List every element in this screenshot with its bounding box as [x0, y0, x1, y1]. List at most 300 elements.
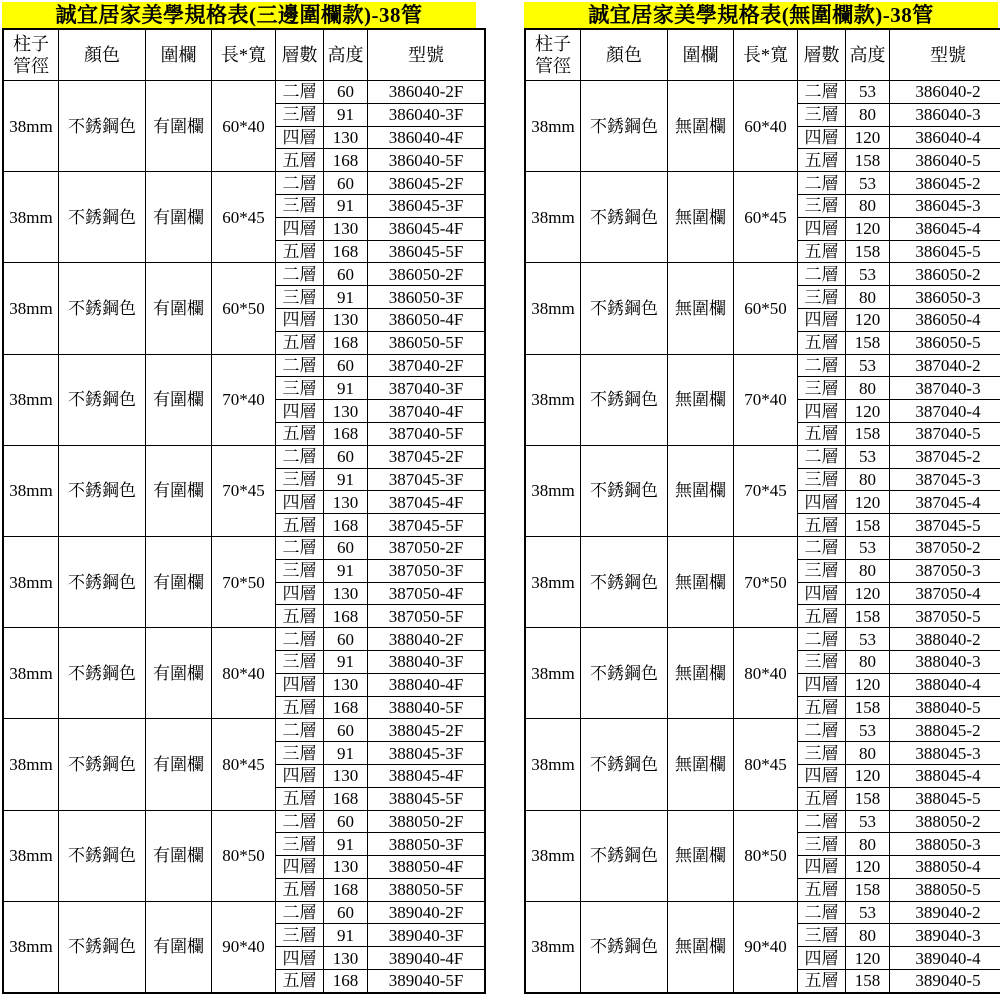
column-header: [368, 29, 486, 81]
diameter-cell: 38mm: [525, 536, 581, 627]
layer-cell: 三層: [798, 650, 846, 673]
layer-cell: 五層: [276, 514, 324, 537]
column-header: [734, 29, 798, 81]
height-cell: 130: [324, 400, 368, 423]
size-cell: 60*40: [212, 81, 276, 172]
table-row: [3, 263, 485, 286]
model-cell: 387040-2F: [368, 354, 486, 377]
fence-cell: 有圍欄: [146, 810, 212, 901]
height-cell: 158: [846, 149, 890, 172]
header-row: [3, 29, 485, 81]
table-row: [3, 81, 485, 104]
model-cell: 388040-3F: [368, 650, 486, 673]
layer-cell: 五層: [798, 149, 846, 172]
height-cell: 168: [324, 696, 368, 719]
column-header-line: 高度: [327, 44, 364, 65]
fence-cell: 有圍欄: [146, 901, 212, 993]
table-row: [525, 263, 1000, 286]
model-cell: 386040-3F: [368, 103, 486, 126]
model-cell: 389040-4F: [368, 947, 486, 970]
layer-cell: 四層: [798, 856, 846, 879]
model-cell: 387045-4: [890, 491, 1000, 514]
model-cell: 388045-3F: [368, 742, 486, 765]
layer-cell: 四層: [276, 673, 324, 696]
height-cell: 91: [324, 103, 368, 126]
model-cell: 388050-4F: [368, 856, 486, 879]
layer-cell: 四層: [276, 764, 324, 787]
layer-cell: 四層: [798, 400, 846, 423]
height-cell: 60: [324, 263, 368, 286]
model-cell: 386040-2F: [368, 81, 486, 104]
height-cell: 91: [324, 650, 368, 673]
model-cell: 389040-3F: [368, 924, 486, 947]
diameter-cell: 38mm: [525, 354, 581, 445]
spec-grid-body: [525, 81, 1000, 993]
layer-cell: 二層: [798, 445, 846, 468]
height-cell: 53: [846, 263, 890, 286]
size-cell: 80*50: [212, 810, 276, 901]
model-cell: 387050-4F: [368, 582, 486, 605]
table-row: [3, 172, 485, 195]
layer-cell: 五層: [276, 787, 324, 810]
model-cell: 386050-5: [890, 331, 1000, 354]
color-cell: 不銹鋼色: [581, 901, 668, 993]
height-cell: 91: [324, 194, 368, 217]
table-title: 誠宜居家美學規格表(三邊圍欄款)-38管: [2, 2, 476, 28]
layer-cell: 四層: [276, 400, 324, 423]
model-cell: 389040-2: [890, 901, 1000, 924]
color-cell: 不銹鋼色: [59, 536, 146, 627]
fence-cell: 有圍欄: [146, 81, 212, 172]
layer-cell: 四層: [798, 217, 846, 240]
model-cell: 386045-3F: [368, 194, 486, 217]
size-cell: 80*45: [212, 719, 276, 810]
model-cell: 387050-2: [890, 536, 1000, 559]
size-cell: 70*45: [734, 445, 798, 536]
color-cell: 不銹鋼色: [581, 628, 668, 719]
layer-cell: 三層: [276, 650, 324, 673]
diameter-cell: 38mm: [3, 445, 59, 536]
spec-grid: [524, 28, 1000, 994]
height-cell: 168: [324, 878, 368, 901]
column-header: [212, 29, 276, 81]
model-cell: 388045-5F: [368, 787, 486, 810]
size-cell: 80*45: [734, 719, 798, 810]
model-cell: 387045-3: [890, 468, 1000, 491]
height-cell: 158: [846, 878, 890, 901]
layer-cell: 二層: [798, 536, 846, 559]
layer-cell: 五層: [798, 696, 846, 719]
model-cell: 387040-4: [890, 400, 1000, 423]
size-cell: 70*45: [212, 445, 276, 536]
color-cell: 不銹鋼色: [59, 354, 146, 445]
height-cell: 130: [324, 764, 368, 787]
model-cell: 386040-5: [890, 149, 1000, 172]
spec-table-0: [2, 2, 476, 994]
model-cell: 386045-4: [890, 217, 1000, 240]
model-cell: 386050-5F: [368, 331, 486, 354]
fence-cell: 有圍欄: [146, 263, 212, 354]
height-cell: 158: [846, 696, 890, 719]
table-row: [525, 81, 1000, 104]
diameter-cell: 38mm: [3, 263, 59, 354]
model-cell: 388040-4F: [368, 673, 486, 696]
height-cell: 91: [324, 924, 368, 947]
model-cell: 389040-3: [890, 924, 1000, 947]
size-cell: 90*40: [212, 901, 276, 993]
layer-cell: 三層: [276, 559, 324, 582]
diameter-cell: 38mm: [3, 81, 59, 172]
size-cell: 60*50: [212, 263, 276, 354]
model-cell: 386045-2: [890, 172, 1000, 195]
layer-cell: 三層: [798, 742, 846, 765]
layer-cell: 五層: [276, 878, 324, 901]
model-cell: 387045-3F: [368, 468, 486, 491]
layer-cell: 二層: [798, 901, 846, 924]
spec-grid-body: [3, 81, 485, 993]
color-cell: 不銹鋼色: [581, 719, 668, 810]
column-header: [668, 29, 734, 81]
height-cell: 158: [846, 605, 890, 628]
diameter-cell: 38mm: [3, 810, 59, 901]
layer-cell: 二層: [276, 81, 324, 104]
model-cell: 388050-5F: [368, 878, 486, 901]
column-header-line: 顏色: [84, 44, 120, 65]
spec-grid: [2, 28, 486, 994]
height-cell: 158: [846, 787, 890, 810]
model-cell: 388050-2: [890, 810, 1000, 833]
color-cell: 不銹鋼色: [581, 354, 668, 445]
fence-cell: 無圍欄: [668, 263, 734, 354]
table-row: [525, 810, 1000, 833]
layer-cell: 四層: [276, 491, 324, 514]
model-cell: 387050-5F: [368, 605, 486, 628]
model-cell: 387040-4F: [368, 400, 486, 423]
height-cell: 158: [846, 422, 890, 445]
size-cell: 90*40: [734, 901, 798, 993]
height-cell: 120: [846, 491, 890, 514]
table-row: [3, 354, 485, 377]
model-cell: 387050-3F: [368, 559, 486, 582]
table-row: [525, 901, 1000, 924]
height-cell: 53: [846, 354, 890, 377]
height-cell: 168: [324, 422, 368, 445]
layer-cell: 三層: [798, 468, 846, 491]
layer-cell: 二層: [276, 263, 324, 286]
layer-cell: 三層: [276, 468, 324, 491]
model-cell: 387050-4: [890, 582, 1000, 605]
height-cell: 60: [324, 536, 368, 559]
column-header-line: 層數: [803, 44, 840, 65]
height-cell: 53: [846, 445, 890, 468]
column-header-line: 長*寬: [743, 44, 788, 65]
height-cell: 120: [846, 856, 890, 879]
model-cell: 387040-5: [890, 422, 1000, 445]
diameter-cell: 38mm: [3, 536, 59, 627]
table-row: [3, 445, 485, 468]
height-cell: 53: [846, 901, 890, 924]
color-cell: 不銹鋼色: [581, 263, 668, 354]
height-cell: 60: [324, 445, 368, 468]
height-cell: 53: [846, 628, 890, 651]
model-cell: 388045-2F: [368, 719, 486, 742]
fence-cell: 無圍欄: [668, 810, 734, 901]
color-cell: 不銹鋼色: [59, 810, 146, 901]
layer-cell: 三層: [798, 194, 846, 217]
model-cell: 388050-4: [890, 856, 1000, 879]
height-cell: 120: [846, 582, 890, 605]
layer-cell: 二層: [276, 719, 324, 742]
column-header-line: 管徑: [535, 56, 571, 76]
height-cell: 80: [846, 103, 890, 126]
layer-cell: 三層: [276, 103, 324, 126]
height-cell: 130: [324, 308, 368, 331]
model-cell: 388050-3F: [368, 833, 486, 856]
model-cell: 388040-2: [890, 628, 1000, 651]
layer-cell: 四層: [798, 673, 846, 696]
model-cell: 388050-2F: [368, 810, 486, 833]
model-cell: 386050-3F: [368, 286, 486, 309]
height-cell: 91: [324, 468, 368, 491]
layer-cell: 四層: [798, 947, 846, 970]
fence-cell: 有圍欄: [146, 719, 212, 810]
model-cell: 389040-5: [890, 970, 1000, 993]
height-cell: 130: [324, 673, 368, 696]
layer-cell: 三層: [276, 194, 324, 217]
height-cell: 53: [846, 81, 890, 104]
fence-cell: 無圍欄: [668, 901, 734, 993]
height-cell: 158: [846, 970, 890, 993]
height-cell: 120: [846, 764, 890, 787]
layer-cell: 四層: [798, 308, 846, 331]
model-cell: 388045-4F: [368, 764, 486, 787]
diameter-cell: 38mm: [3, 628, 59, 719]
layer-cell: 四層: [798, 582, 846, 605]
model-cell: 389040-5F: [368, 970, 486, 993]
height-cell: 91: [324, 559, 368, 582]
model-cell: 386050-4F: [368, 308, 486, 331]
layer-cell: 四層: [798, 764, 846, 787]
layer-cell: 四層: [798, 491, 846, 514]
height-cell: 130: [324, 217, 368, 240]
layer-cell: 四層: [276, 308, 324, 331]
layer-cell: 二層: [798, 354, 846, 377]
layer-cell: 三層: [798, 924, 846, 947]
layer-cell: 二層: [798, 172, 846, 195]
model-cell: 386050-4: [890, 308, 1000, 331]
model-cell: 386045-5: [890, 240, 1000, 263]
fence-cell: 無圍欄: [668, 445, 734, 536]
diameter-cell: 38mm: [525, 445, 581, 536]
height-cell: 158: [846, 240, 890, 263]
height-cell: 130: [324, 856, 368, 879]
table-row: [525, 536, 1000, 559]
model-cell: 386040-5F: [368, 149, 486, 172]
model-cell: 387045-5F: [368, 514, 486, 537]
height-cell: 168: [324, 514, 368, 537]
layer-cell: 二層: [798, 263, 846, 286]
column-header: [59, 29, 146, 81]
layer-cell: 三層: [798, 286, 846, 309]
diameter-cell: 38mm: [525, 628, 581, 719]
model-cell: 386040-4: [890, 126, 1000, 149]
layer-cell: 五層: [276, 331, 324, 354]
height-cell: 53: [846, 719, 890, 742]
diameter-cell: 38mm: [3, 354, 59, 445]
model-cell: 388040-5: [890, 696, 1000, 719]
diameter-cell: 38mm: [525, 81, 581, 172]
layer-cell: 二層: [798, 810, 846, 833]
height-cell: 60: [324, 354, 368, 377]
model-cell: 387045-4F: [368, 491, 486, 514]
model-cell: 388045-4: [890, 764, 1000, 787]
color-cell: 不銹鋼色: [581, 536, 668, 627]
table-row: [525, 445, 1000, 468]
model-cell: 388040-2F: [368, 628, 486, 651]
layer-cell: 二層: [798, 81, 846, 104]
layer-cell: 五層: [798, 514, 846, 537]
layer-cell: 四層: [276, 582, 324, 605]
column-header: [146, 29, 212, 81]
layer-cell: 二層: [276, 172, 324, 195]
height-cell: 80: [846, 742, 890, 765]
height-cell: 60: [324, 172, 368, 195]
color-cell: 不銹鋼色: [59, 445, 146, 536]
column-header: [581, 29, 668, 81]
height-cell: 158: [846, 514, 890, 537]
height-cell: 120: [846, 673, 890, 696]
model-cell: 387045-2: [890, 445, 1000, 468]
height-cell: 53: [846, 810, 890, 833]
column-header-line: 顏色: [606, 44, 642, 65]
model-cell: 388045-2: [890, 719, 1000, 742]
layer-cell: 三層: [276, 377, 324, 400]
size-cell: 70*40: [212, 354, 276, 445]
column-header: [3, 29, 59, 81]
height-cell: 130: [324, 947, 368, 970]
table-row: [3, 810, 485, 833]
fence-cell: 無圍欄: [668, 172, 734, 263]
height-cell: 120: [846, 400, 890, 423]
fence-cell: 無圍欄: [668, 719, 734, 810]
layer-cell: 五層: [276, 605, 324, 628]
height-cell: 158: [846, 331, 890, 354]
column-header: [798, 29, 846, 81]
model-cell: 389040-4: [890, 947, 1000, 970]
color-cell: 不銹鋼色: [581, 172, 668, 263]
height-cell: 91: [324, 742, 368, 765]
model-cell: 388050-5: [890, 878, 1000, 901]
height-cell: 120: [846, 126, 890, 149]
model-cell: 388040-5F: [368, 696, 486, 719]
fence-cell: 有圍欄: [146, 172, 212, 263]
column-header: [525, 29, 581, 81]
model-cell: 387040-3F: [368, 377, 486, 400]
column-header-line: 圍欄: [682, 44, 719, 65]
layer-cell: 三層: [798, 103, 846, 126]
height-cell: 91: [324, 377, 368, 400]
height-cell: 53: [846, 536, 890, 559]
model-cell: 387045-2F: [368, 445, 486, 468]
layer-cell: 四層: [276, 217, 324, 240]
model-cell: 388040-4: [890, 673, 1000, 696]
color-cell: 不銹鋼色: [59, 172, 146, 263]
layer-cell: 二層: [276, 628, 324, 651]
model-cell: 387050-2F: [368, 536, 486, 559]
fence-cell: 有圍欄: [146, 354, 212, 445]
height-cell: 60: [324, 901, 368, 924]
size-cell: 60*45: [212, 172, 276, 263]
layer-cell: 五層: [798, 331, 846, 354]
height-cell: 168: [324, 149, 368, 172]
fence-cell: 有圍欄: [146, 445, 212, 536]
model-cell: 387040-2: [890, 354, 1000, 377]
model-cell: 387050-3: [890, 559, 1000, 582]
diameter-cell: 38mm: [525, 719, 581, 810]
layer-cell: 二層: [798, 628, 846, 651]
table-title: 誠宜居家美學規格表(無圍欄款)-38管: [524, 2, 998, 28]
layer-cell: 五層: [276, 240, 324, 263]
column-header-line: 柱子: [535, 33, 571, 54]
height-cell: 91: [324, 286, 368, 309]
height-cell: 168: [324, 970, 368, 993]
model-cell: 387040-5F: [368, 422, 486, 445]
size-cell: 80*40: [212, 628, 276, 719]
layer-cell: 三層: [276, 833, 324, 856]
fence-cell: 有圍欄: [146, 628, 212, 719]
model-cell: 387040-3: [890, 377, 1000, 400]
layer-cell: 四層: [276, 947, 324, 970]
column-header-line: 型號: [408, 44, 444, 65]
column-header: [846, 29, 890, 81]
layer-cell: 五層: [798, 240, 846, 263]
model-cell: 386050-2: [890, 263, 1000, 286]
height-cell: 130: [324, 491, 368, 514]
layer-cell: 五層: [276, 149, 324, 172]
diameter-cell: 38mm: [3, 719, 59, 810]
color-cell: 不銹鋼色: [59, 719, 146, 810]
column-header-line: 高度: [849, 44, 886, 65]
table-row: [3, 719, 485, 742]
layer-cell: 五層: [798, 605, 846, 628]
fence-cell: 無圍欄: [668, 354, 734, 445]
size-cell: 60*45: [734, 172, 798, 263]
model-cell: 388045-3: [890, 742, 1000, 765]
diameter-cell: 38mm: [3, 901, 59, 993]
height-cell: 91: [324, 833, 368, 856]
layer-cell: 二層: [276, 536, 324, 559]
column-header: [324, 29, 368, 81]
model-cell: 386040-2: [890, 81, 1000, 104]
diameter-cell: 38mm: [525, 263, 581, 354]
height-cell: 60: [324, 810, 368, 833]
diameter-cell: 38mm: [525, 901, 581, 993]
fence-cell: 有圍欄: [146, 536, 212, 627]
layer-cell: 五層: [798, 970, 846, 993]
color-cell: 不銹鋼色: [59, 628, 146, 719]
layer-cell: 五層: [798, 787, 846, 810]
height-cell: 80: [846, 377, 890, 400]
height-cell: 120: [846, 217, 890, 240]
layer-cell: 五層: [276, 696, 324, 719]
fence-cell: 無圍欄: [668, 536, 734, 627]
model-cell: 387050-5: [890, 605, 1000, 628]
layer-cell: 三層: [798, 833, 846, 856]
table-row: [525, 719, 1000, 742]
color-cell: 不銹鋼色: [581, 81, 668, 172]
table-row: [3, 901, 485, 924]
model-cell: 386040-3: [890, 103, 1000, 126]
